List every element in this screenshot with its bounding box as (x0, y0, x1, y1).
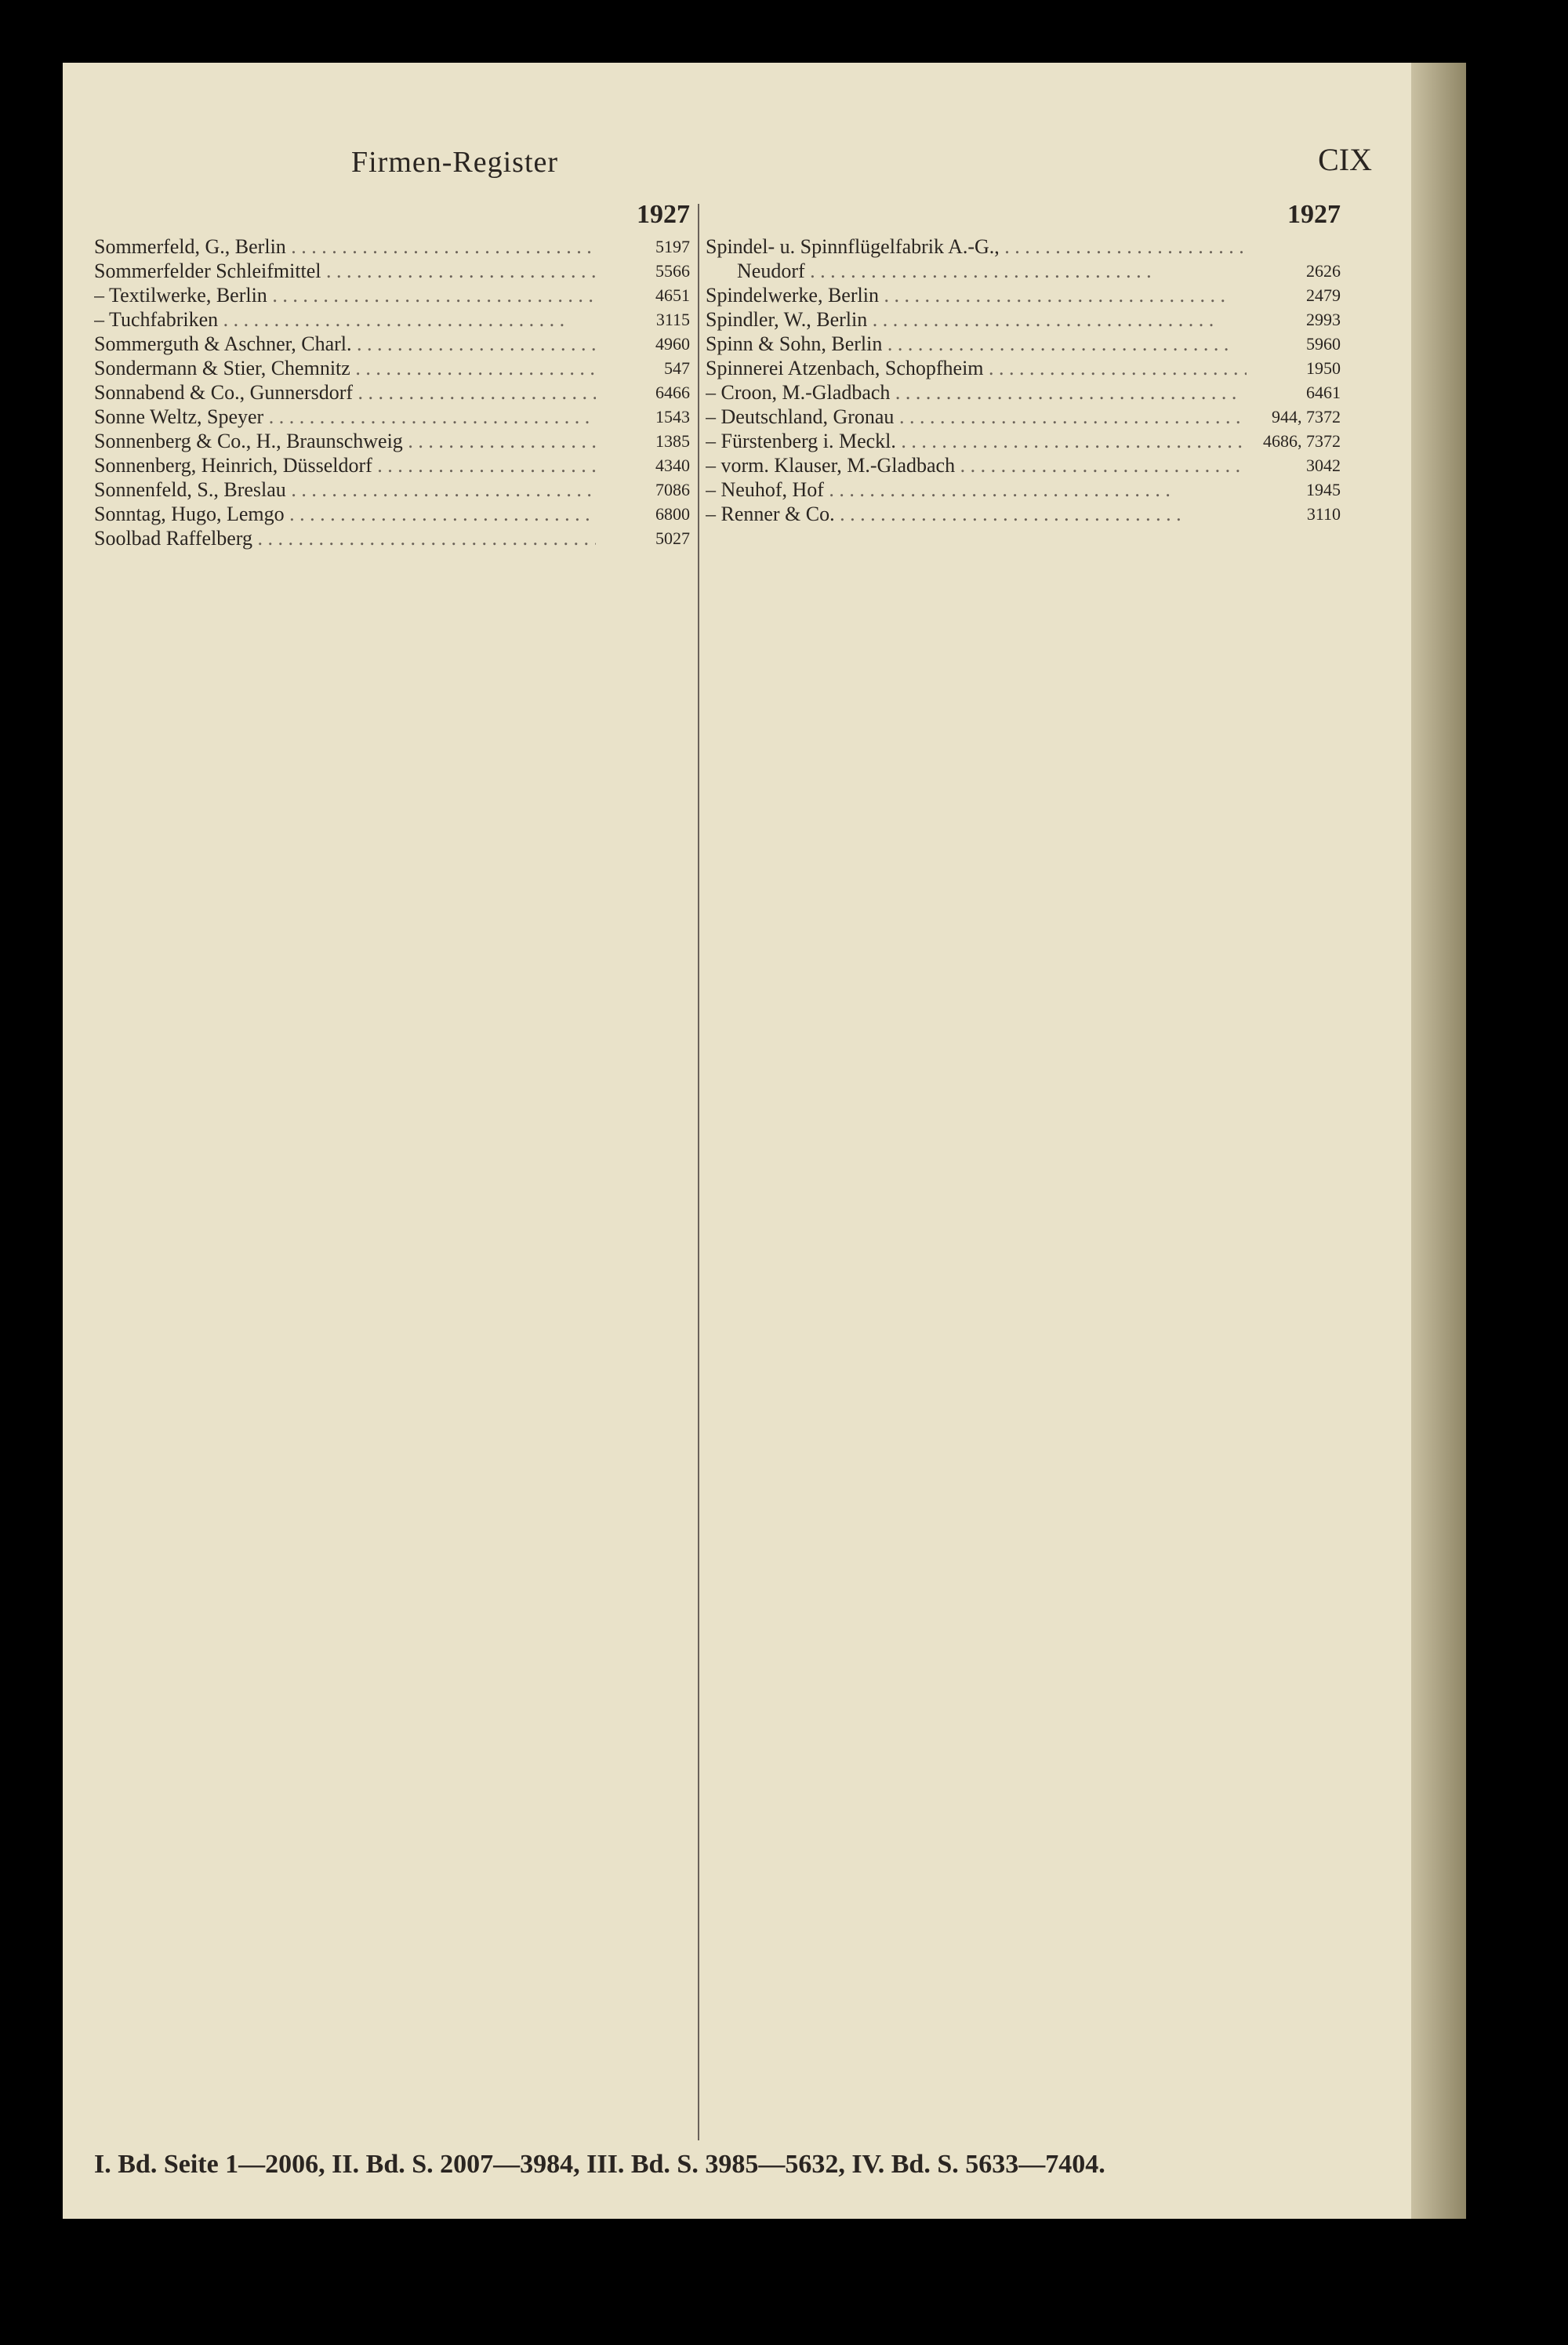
year-heading: 1927 (1287, 200, 1341, 229)
register-entry (94, 429, 698, 453)
entry-name: Spindler, W., Berlin . . . (706, 307, 1247, 332)
year-heading: 1927 (637, 200, 690, 229)
entry-page-ref: 3110 (1306, 504, 1341, 524)
entry-page-ref: 2626 (1306, 261, 1341, 281)
entry-name: Sonnenberg, Heinrich, Düsseldorf . . . (94, 453, 596, 477)
entry-page-ref: 4651 (655, 285, 690, 305)
entry-name: Sonntag, Hugo, Lemgo . . . (94, 502, 596, 526)
register-entry (706, 453, 1348, 477)
entry-name: Sommerguth & Aschner, Charl. . . . (94, 332, 596, 356)
entry-page-ref: 4686, 7372 (1263, 431, 1341, 451)
entry-page-ref: 6461 (1306, 383, 1341, 402)
register-entry (94, 405, 698, 429)
entry-page-ref: 4340 (655, 456, 690, 475)
entry-name: Spindelwerke, Berlin . . . (706, 283, 1247, 307)
register-entry (94, 283, 698, 307)
entry-page-ref: 1945 (1306, 480, 1341, 499)
register-entry (706, 356, 1348, 380)
entry-page-ref: 6800 (655, 504, 690, 524)
register-entry (706, 477, 1348, 502)
entry-page-ref: 547 (664, 358, 690, 378)
register-entry (706, 234, 1348, 259)
entry-page-ref: 7086 (655, 480, 690, 499)
register-entry (94, 356, 698, 380)
entry-page-ref: 5197 (655, 237, 690, 256)
page-number: CIX (1318, 142, 1372, 177)
register-entry (706, 259, 1348, 283)
register-entry (94, 332, 698, 356)
entry-page-ref: 5027 (655, 528, 690, 548)
entry-name: Spinnerei Atzenbach, Schopfheim . . . (706, 356, 1247, 380)
entry-name: Sonnenfeld, S., Breslau . . . (94, 477, 596, 502)
entry-name: – Fürstenberg i. Meckl. . . . (706, 429, 1247, 453)
entry-name: – Renner & Co. . . . (706, 502, 1247, 526)
entry-page-ref: 944, 7372 (1272, 407, 1341, 427)
entry-page-ref: 3115 (655, 310, 690, 329)
entry-page-ref: 1543 (655, 407, 690, 427)
register-entry (94, 307, 698, 332)
left-entry-list (94, 234, 698, 550)
entry-name: Neudorf . . . (737, 259, 1247, 283)
entry-page-ref: 5566 (655, 261, 690, 281)
entry-name: Sonnabend & Co., Gunnersdorf . . . (94, 380, 596, 405)
right-entry-list (706, 234, 1348, 526)
register-entry (706, 380, 1348, 405)
page-edge (1411, 63, 1466, 2219)
entry-page-ref: 2479 (1306, 285, 1341, 305)
entry-name: – Tuchfabriken . . . (94, 307, 596, 332)
register-entry (706, 332, 1348, 356)
right-column (706, 200, 1348, 526)
register-entry (94, 380, 698, 405)
register-entry (94, 234, 698, 259)
entry-name: Sonne Weltz, Speyer . . . (94, 405, 596, 429)
entry-name: Spinn & Sohn, Berlin . . . (706, 332, 1247, 356)
register-entry (94, 453, 698, 477)
register-entry (94, 526, 698, 550)
register-entry (706, 429, 1348, 453)
register-entry (706, 502, 1348, 526)
entry-page-ref: 2993 (1306, 310, 1341, 329)
register-entry (706, 405, 1348, 429)
register-page (63, 63, 1466, 2219)
entry-name: – vorm. Klauser, M.-Gladbach . . . (706, 453, 1247, 477)
register-entry (94, 259, 698, 283)
register-entry (94, 477, 698, 502)
volume-footer: I. Bd. Seite 1—2006, II. Bd. S. 2007—3984, III. Bd. S. 3985—5632, IV. Bd. S. 5633—7404. (94, 2150, 1105, 2179)
entry-name: Sondermann & Stier, Chemnitz . . . (94, 356, 596, 380)
entry-page-ref: 3042 (1306, 456, 1341, 475)
entry-page-ref: 4960 (655, 334, 690, 354)
entry-page-ref: 1385 (655, 431, 690, 451)
page-title: Firmen-Register (350, 146, 559, 179)
entry-name: Sommerfelder Schleifmittel . . . (94, 259, 596, 283)
column-divider (698, 204, 699, 2140)
entry-page-ref: 5960 (1306, 334, 1341, 354)
entry-name: Soolbad Raffelberg . . . (94, 526, 596, 550)
entry-name: Sommerfeld, G., Berlin . . . (94, 234, 596, 259)
entry-name: Sonnenberg & Co., H., Braunschweig . . . (94, 429, 596, 453)
entry-page-ref: 6466 (655, 383, 690, 402)
left-column (94, 200, 698, 550)
entry-page-ref (1247, 234, 1348, 259)
entry-name: – Croon, M.-Gladbach . . . (706, 380, 1247, 405)
register-entry (94, 502, 698, 526)
entry-name: – Deutschland, Gronau . . . (706, 405, 1247, 429)
entry-page-ref: 1950 (1306, 358, 1341, 378)
entry-name: – Textilwerke, Berlin . . . (94, 283, 596, 307)
entry-name: – Neuhof, Hof . . . (706, 477, 1247, 502)
register-entry (706, 307, 1348, 332)
register-entry (706, 283, 1348, 307)
entry-name: Spindel- u. Spinnflügelfabrik A.-G., . . . (706, 234, 1247, 259)
